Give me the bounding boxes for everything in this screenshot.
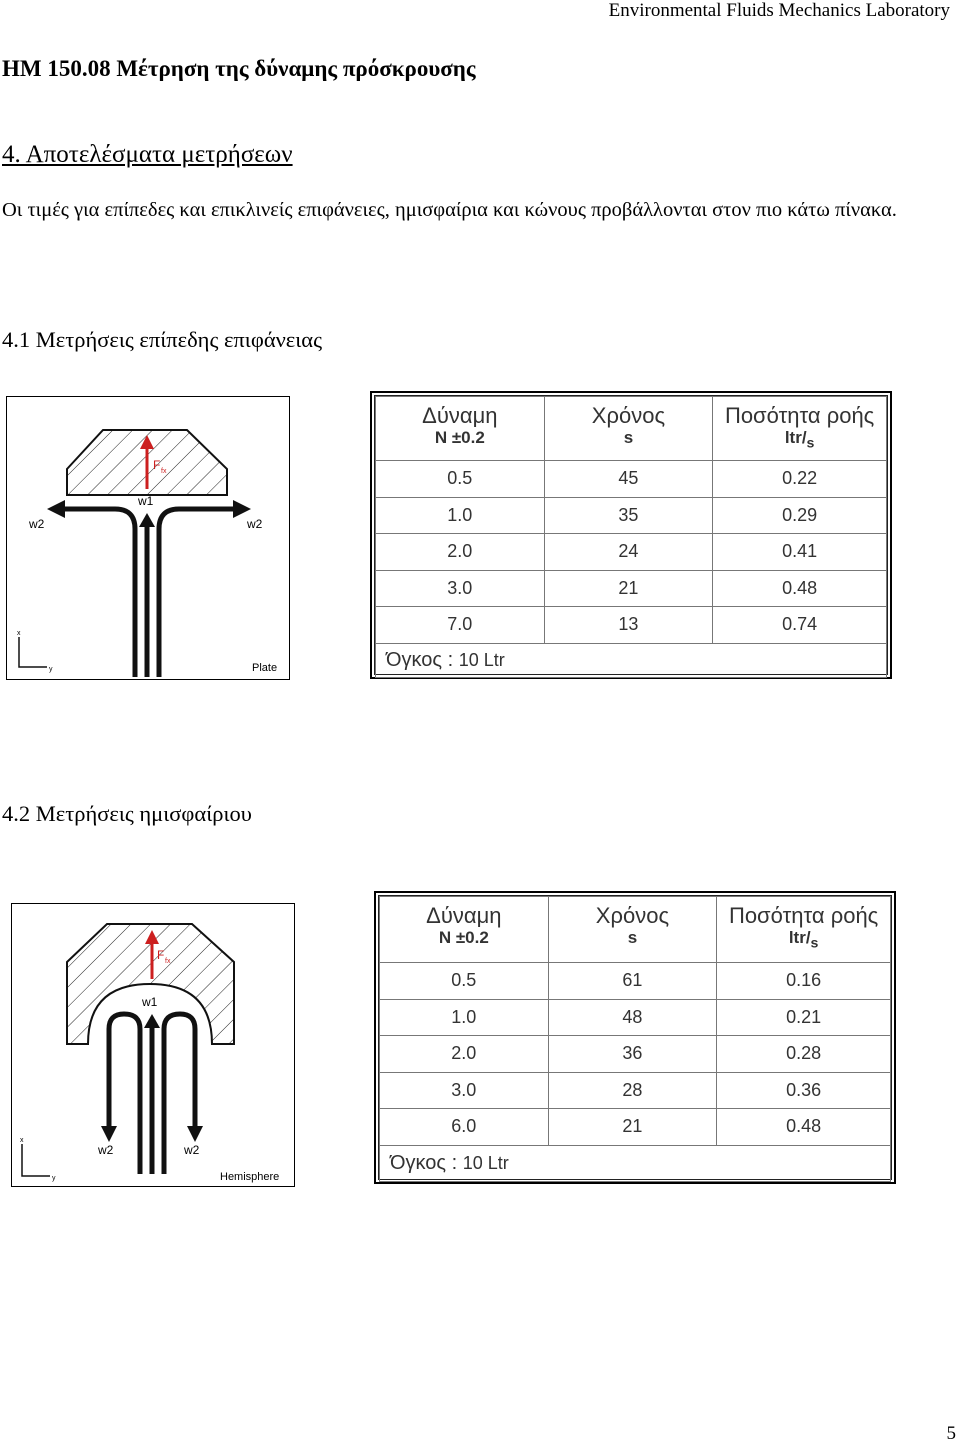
figure-caption: Plate	[252, 662, 278, 674]
force-label: F	[153, 458, 161, 472]
force-subscript: fx	[165, 958, 171, 965]
table-row: 1.0 48 0.21	[380, 999, 891, 1036]
force-label: F	[157, 948, 165, 962]
lab-header: Environmental Fluids Mechanics Laboratory	[608, 0, 950, 21]
section-paragraph: Οι τιμές για επίπεδες και επικλινείς επιφάνειες, ημισφαίρια και κώνους προβάλλονται στον πιο κάτω πίνακα.	[2, 199, 897, 221]
axis-x-label: x	[20, 1137, 24, 1144]
table-row: 3.0 28 0.36	[380, 1072, 891, 1109]
volume-row: Όγκος : 10 Ltr	[380, 1145, 891, 1181]
label-w1: w1	[138, 494, 154, 508]
volume-row: Όγκος : 10 Ltr	[376, 643, 887, 677]
table-row: 1.0 35 0.29	[376, 497, 887, 534]
header-force: Δύναμη N ±0.2	[380, 897, 549, 963]
axis-y-label: y	[52, 1175, 56, 1182]
table-row: 0.5 61 0.16	[380, 963, 891, 1000]
header-force: Δύναμη N ±0.2	[376, 397, 545, 461]
label-w2-right: w2	[247, 517, 263, 531]
page-number: 5	[946, 1423, 956, 1444]
label-w2-right: w2	[184, 1143, 200, 1157]
table-row: 6.0 21 0.48	[380, 1109, 891, 1146]
table-row: 3.0 21 0.48	[376, 570, 887, 607]
table-row: 7.0 13 0.74	[376, 607, 887, 644]
plate-diagram	[6, 396, 290, 680]
table-row: 2.0 24 0.41	[376, 534, 887, 571]
plate-results-table	[370, 391, 892, 679]
header-time: Χρόνος s	[544, 397, 713, 461]
subsection-title-plate: 4.1 Μετρήσεις επίπεδης επιφάνειας	[2, 327, 322, 352]
table-row: 2.0 36 0.28	[380, 1036, 891, 1073]
label-w1: w1	[142, 995, 158, 1009]
hemisphere-diagram	[11, 903, 295, 1187]
table-row: 0.5 45 0.22	[376, 461, 887, 498]
label-w2-left: w2	[29, 517, 45, 531]
header-flow: Ποσότητα ροής ltr/$_s$	[713, 397, 887, 461]
header-time: Χρόνος s	[548, 897, 717, 963]
axis-y-label: y	[49, 666, 53, 673]
hemisphere-results-table	[374, 891, 896, 1184]
figure-caption: Hemisphere	[220, 1171, 280, 1183]
section-title: 4. Αποτελέσματα μετρήσεων	[2, 141, 293, 168]
header-flow: Ποσότητα ροής ltr/$_s$	[717, 897, 891, 963]
axis-x-label: x	[17, 630, 21, 637]
force-subscript: fx	[161, 468, 167, 475]
subsection-title-hemisphere: 4.2 Μετρήσεις ημισφαίριου	[2, 801, 252, 826]
label-w2-left: w2	[98, 1143, 114, 1157]
document-title: HM 150.08 Μέτρηση της δύναμης πρόσκρουσης	[2, 56, 476, 81]
